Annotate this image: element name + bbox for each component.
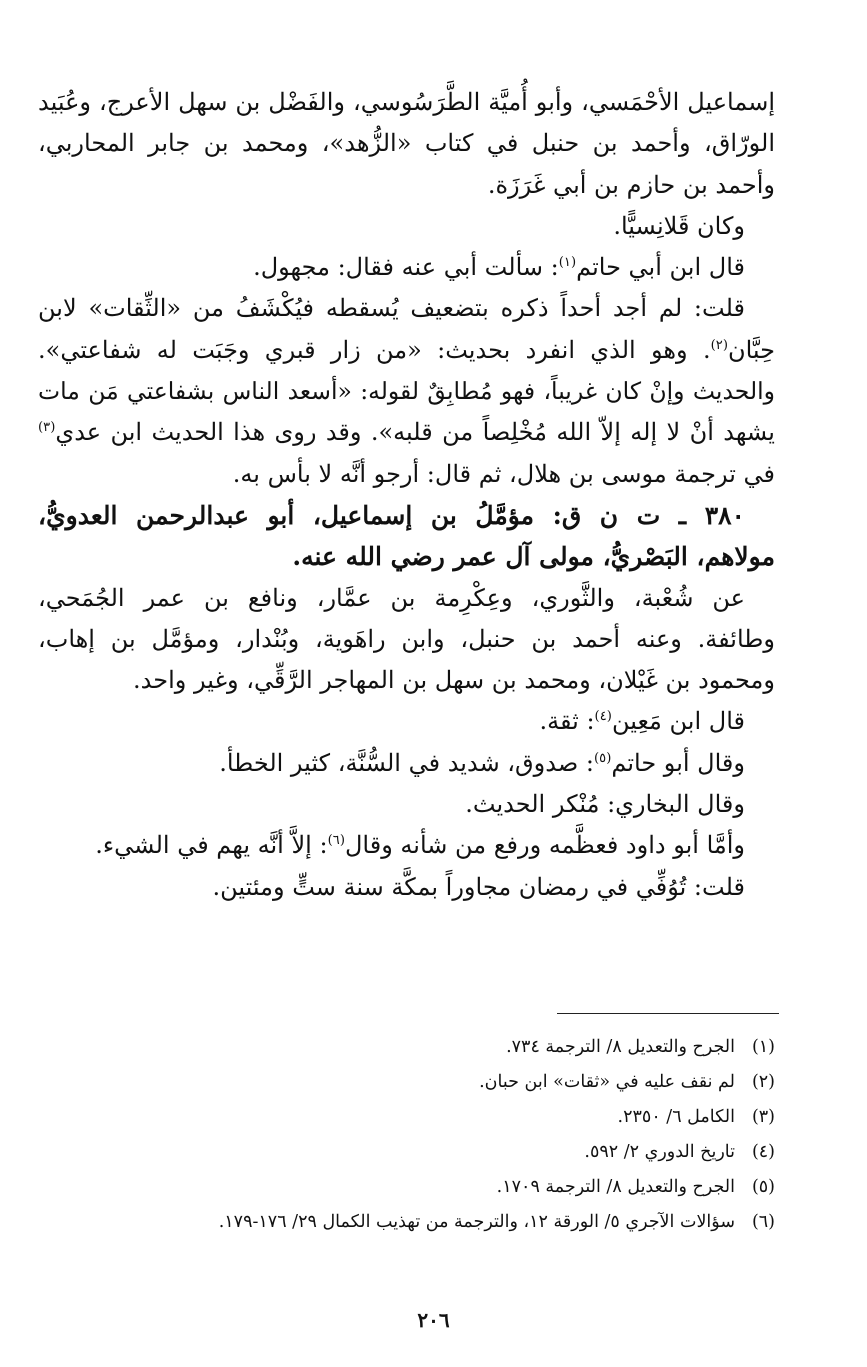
footnote xyxy=(90,1170,775,1205)
text-line: وأحمد بن حازم بن أبي غَرَزَة. xyxy=(487,170,775,199)
footnote-number: (١) xyxy=(751,1037,775,1057)
text-line: وكان قَلانِسيًّا. xyxy=(613,211,745,240)
footnote-text: الجرح والتعديل ٨/ الترجمة ٧٣٤. xyxy=(506,1037,735,1057)
text-line: إسماعيل الأحْمَسي، وأبو أُميَّة الطَّرَسُوسي، والفَضْل بن سهل الأعرج، وعُبَيد xyxy=(38,88,775,116)
entry-heading: ٣٨٠ ـ ت ن ق: مؤمَّلُ بن إسماعيل، أبو عبدالرحمن العدويُّ، xyxy=(38,500,745,530)
footnote-reference: (١) xyxy=(558,255,577,271)
text-line: وأمَّا أبو داود فعظَّمه ورفع من شأنه وقال$^{(٦)}$: إلاَّ أنَّه يهم في الشيء. xyxy=(95,831,745,860)
text-line: قلت: لم أجد أحداً ذكره بتضعيف يُسقطه فيُكْشَفُ من «الثِّقات» لابن xyxy=(38,294,745,323)
footnote xyxy=(90,1100,775,1135)
footnote-text: تاريخ الدوري ٢/ ٥٩٢. xyxy=(584,1142,735,1162)
text-line: حِبَّان$^{(٢)}$. وهو الذي انفرد بحديث: «من زار قبري وجَبَت له شفاعتي». xyxy=(38,335,775,364)
footnote-number: (٢) xyxy=(751,1072,775,1092)
main-text xyxy=(38,82,775,908)
footnote-divider xyxy=(557,1013,779,1014)
footnote-reference: (٣) xyxy=(38,420,56,436)
footnote-number: (٥) xyxy=(751,1177,775,1197)
entry-heading-continued: مولاهم، البَصْريُّ، مولى آل عمر رضي الله عنه. xyxy=(292,542,775,572)
footnote xyxy=(90,1135,775,1170)
footnote xyxy=(90,1065,775,1100)
footnote-text: سؤالات الآجري ٥/ الورقة ١٢، والترجمة من تهذيب الكمال ٢٩/ ١٧٦-١٧٩. xyxy=(218,1212,735,1232)
text-line: والحديث وإنْ كان غريباً، فهو مُطابِقٌ لقوله: «أسعد الناس بشفاعتي مَن مات xyxy=(38,377,775,406)
footnote-text: الكامل ٦/ ٢٣٥٠. xyxy=(617,1107,735,1127)
text-line: عن شُعْبة، والثَّوري، وعِكْرِمة بن عمَّار، ونافع بن عمر الجُمَحي، xyxy=(38,583,745,612)
footnote-text: لم نقف عليه في «ثقات» ابن حبان. xyxy=(479,1072,735,1092)
text-line: في ترجمة موسى بن هلال، ثم قال: أرجو أنَّه لا بأس به. xyxy=(232,459,775,488)
text-line: يشهد أنْ لا إله إلاّ الله مُخْلِصاً من قلبه». وقد روى هذا الحديث ابن عدي$^{(٣)}$ xyxy=(38,418,775,447)
text-line: وقال البخاري: مُنْكر الحديث. xyxy=(465,790,745,819)
footnote-reference: (٥) xyxy=(593,750,612,766)
footnote-reference: (٦) xyxy=(327,833,345,849)
text-line: قال ابن مَعِين$^{(٤)}$: ثقة. xyxy=(539,707,745,736)
footnote-reference: (٢) xyxy=(710,337,728,353)
text-line: ومحمود بن غَيْلان، ومحمد بن سهل بن المهاجر الرَّقِّي، وغير واحد. xyxy=(133,666,775,695)
text-line: وطائفة. وعنه أحمد بن حنبل، وابن راهَوية، وبُنْدار، ومؤمَّل بن إهاب، xyxy=(38,624,775,653)
footnote-number: (٤) xyxy=(751,1142,775,1162)
footnote xyxy=(90,1205,775,1240)
footnote xyxy=(90,1030,775,1065)
text-line: وقال أبو حاتم$^{(٥)}$: صدوق، شديد في السُّنَّة، كثير الخطأ. xyxy=(219,748,745,777)
footnote-number: (٦) xyxy=(751,1212,775,1232)
footnote-text: الجرح والتعديل ٨/ الترجمة ١٧٠٩. xyxy=(496,1177,735,1197)
page-number: ٢٠٦ xyxy=(417,1308,450,1332)
text-line: الورّاق، وأحمد بن حنبل في كتاب «الزُّهد»، ومحمد بن جابر المحاربي، xyxy=(38,129,775,158)
footnotes xyxy=(90,1030,775,1240)
footnote-reference: (٤) xyxy=(594,709,612,725)
footnote-number: (٣) xyxy=(751,1107,775,1127)
text-line: قال ابن أبي حاتم$^{(١)}$: سألت أبي عنه فقال: مجهول. xyxy=(253,253,745,282)
text-line: قلت: تُوُفِّي في رمضان مجاوراً بمكَّة سنة ستٍّ ومئتين. xyxy=(212,872,745,901)
